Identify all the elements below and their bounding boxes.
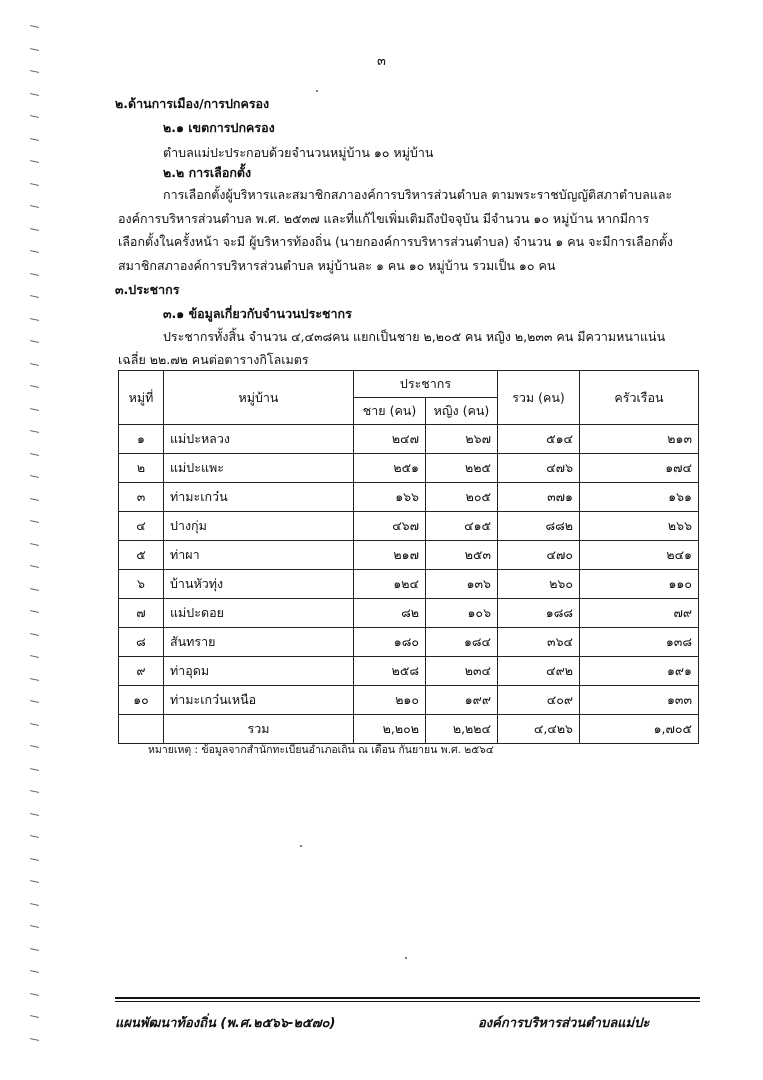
- cell-total: ๓๗๑: [498, 483, 580, 512]
- margin-tick: [30, 1038, 39, 1041]
- margin-tick: [30, 610, 39, 613]
- cell-total: ๕๑๔: [498, 425, 580, 454]
- margin-tick: [30, 453, 39, 456]
- cell-village: แม่ปะแพะ: [164, 454, 354, 483]
- margin-tick: [30, 588, 39, 591]
- section-3-1-heading: ๓.๑ ข้อมูลเกี่ยวกับจำนวนประชากร: [163, 306, 352, 321]
- margin-tick: [30, 295, 39, 298]
- header-female: หญิง (คน): [426, 398, 498, 425]
- margin-tick: [30, 138, 39, 141]
- margin-tick: [30, 813, 39, 816]
- cell-total-households: ๑,๗๐๕: [580, 715, 699, 744]
- cell-households: ๑๖๑: [580, 483, 699, 512]
- cell-moo: ๖: [119, 570, 164, 599]
- margin-tick: [30, 498, 39, 501]
- cell-moo: ๔: [119, 512, 164, 541]
- header-households: ครัวเรือน: [580, 371, 699, 425]
- table-row: [119, 657, 699, 686]
- cell-female: ๑๐๖: [426, 599, 498, 628]
- margin-tick: [30, 408, 39, 411]
- cell-moo: ๑๐: [119, 686, 164, 715]
- margin-tick: [30, 250, 39, 253]
- margin-tick: [30, 655, 39, 658]
- cell-moo: ๘: [119, 628, 164, 657]
- cell-male: ๑๖๖: [354, 483, 426, 512]
- table-row: [119, 541, 699, 570]
- cell-male: ๔๖๗: [354, 512, 426, 541]
- cell-total: ๔๗๐: [498, 541, 580, 570]
- section-2-2-line-3: เลือกตั้งในครั้งหน้า จะมี ผู้บริหารท้องถิ่น (นายกองค์การบริหารส่วนตำบล) จำนวน ๑ คน จะมีการเลือกตั้ง: [118, 234, 673, 249]
- table-row: [119, 425, 699, 454]
- scan-speck: [405, 957, 407, 959]
- cell-households: ๑๓๓: [580, 686, 699, 715]
- cell-female: ๔๑๕: [426, 512, 498, 541]
- margin-tick: [30, 858, 39, 861]
- margin-tick: [30, 565, 39, 568]
- margin-tick: [30, 768, 39, 771]
- cell-total: ๓๖๔: [498, 628, 580, 657]
- cell-total: ๔๗๖: [498, 454, 580, 483]
- header-male: ชาย (คน): [354, 398, 426, 425]
- cell-households: ๑๑๐: [580, 570, 699, 599]
- cell-households: ๗๙: [580, 599, 699, 628]
- margin-tick: [30, 700, 39, 703]
- cell-village: ท่ามะเกว๋นเหนือ: [164, 686, 354, 715]
- section-2-2-heading: ๒.๒ การเลือกตั้ง: [163, 165, 252, 180]
- margin-tick: [30, 228, 39, 231]
- margin-tick: [30, 723, 39, 726]
- table-row: [119, 599, 699, 628]
- cell-village: แม่ปะหลวง: [164, 425, 354, 454]
- footer-plan-title: แผนพัฒนาท้องถิ่น (พ.ศ.๒๕๖๖-๒๕๗๐): [115, 1016, 336, 1031]
- margin-tick: [30, 790, 39, 793]
- margin-tick: [30, 970, 39, 973]
- cell-village: ท่าผา: [164, 541, 354, 570]
- cell-total-all: ๔,๔๒๖: [498, 715, 580, 744]
- cell-total-label: รวม: [164, 715, 354, 744]
- margin-tick: [30, 475, 39, 478]
- table-note: หมายเหตุ : ข้อมูลจากสำนักทะเบียนอำเภอเถิน ณ เดือน กันยายน พ.ศ. ๒๕๖๔: [148, 744, 494, 756]
- cell-female: ๒๖๗: [426, 425, 498, 454]
- section-2-1-heading: ๒.๑ เขตการปกครอง: [163, 120, 275, 135]
- cell-total: ๘๘๒: [498, 512, 580, 541]
- margin-tick: [30, 1015, 39, 1018]
- cell-village: สันทราย: [164, 628, 354, 657]
- cell-total: ๑๘๘: [498, 599, 580, 628]
- cell-male: ๒๕๘: [354, 657, 426, 686]
- footer-rule-thick: [115, 997, 700, 999]
- scan-speck: [300, 845, 302, 847]
- cell-total: ๔๙๒: [498, 657, 580, 686]
- section-3-1-line-2: เฉลี่ย ๒๒.๗๒ คนต่อตารางกิโลเมตร: [118, 352, 309, 367]
- cell-male: ๒๕๑: [354, 454, 426, 483]
- section-2-1-text: ตำบลแม่ปะประกอบด้วยจำนวนหมู่บ้าน ๑๐ หมู่บ้าน: [163, 145, 434, 160]
- margin-tick: [30, 993, 39, 996]
- margin-tick: [30, 520, 39, 523]
- section-2-2-line-1: การเลือกตั้งผู้บริหารและสมาชิกสภาองค์การบริหารส่วนตำบล ตามพระราชบัญญัติสภาตำบลและ: [163, 187, 673, 202]
- cell-female: ๒๓๔: [426, 657, 498, 686]
- footer-rule-thin: [115, 1001, 700, 1002]
- cell-male: ๒๑๗: [354, 541, 426, 570]
- cell-households: ๑๓๘: [580, 628, 699, 657]
- cell-moo: ๕: [119, 541, 164, 570]
- cell-total-male: ๒,๒๐๒: [354, 715, 426, 744]
- population-table: [118, 370, 699, 744]
- cell-households: ๑๗๔: [580, 454, 699, 483]
- section-2-2-line-2: องค์การบริหารส่วนตำบล พ.ศ. ๒๕๓๗ และที่แก้ไขเพิ่มเติมถึงปัจจุบัน มีจำนวน ๑๐ หมู่บ้าน หากมีการ: [118, 211, 650, 226]
- margin-tick: [30, 160, 39, 163]
- table-row: [119, 512, 699, 541]
- margin-tick: [30, 363, 39, 366]
- cell-households: ๒๔๑: [580, 541, 699, 570]
- margin-tick: [30, 340, 39, 343]
- cell-male: ๑๒๔: [354, 570, 426, 599]
- cell-male: ๒๔๗: [354, 425, 426, 454]
- cell-female: ๒๒๕: [426, 454, 498, 483]
- margin-tick: [30, 543, 39, 546]
- section-3-heading: ๓.ประชากร: [115, 282, 180, 297]
- margin-tick: [30, 25, 39, 28]
- cell-female: ๒๐๕: [426, 483, 498, 512]
- header-population: ประชากร: [354, 371, 498, 398]
- header-village: หมู่บ้าน: [164, 371, 354, 425]
- scan-speck: [316, 90, 318, 92]
- cell-households: ๑๙๑: [580, 657, 699, 686]
- cell-moo: ๒: [119, 454, 164, 483]
- cell-village: แม่ปะดอย: [164, 599, 354, 628]
- cell-female: ๑๓๖: [426, 570, 498, 599]
- table-row: [119, 483, 699, 512]
- cell-moo: ๓: [119, 483, 164, 512]
- table-row: [119, 570, 699, 599]
- table-header-row: [119, 371, 699, 398]
- table-row: [119, 686, 699, 715]
- cell-village: ปางกุ่ม: [164, 512, 354, 541]
- table-row: [119, 628, 699, 657]
- margin-tick: [30, 183, 39, 186]
- section-3-1-line-1: ประชากรทั้งสิ้น จำนวน ๔,๔๓๘คน แยกเป็นชาย ๒,๒๐๕ คน หญิง ๒,๒๓๓ คน มีความหนาแน่น: [163, 329, 666, 344]
- page-number: ๓: [377, 54, 386, 69]
- header-total: รวม (คน): [498, 371, 580, 425]
- cell-total-female: ๒,๒๒๔: [426, 715, 498, 744]
- cell-households: ๒๖๖: [580, 512, 699, 541]
- footer-organization: องค์การบริหารส่วนตำบลแม่ปะ: [478, 1016, 650, 1031]
- cell-village: ท่าอุดม: [164, 657, 354, 686]
- margin-tick: [30, 385, 39, 388]
- cell-village: ท่ามะเกว๋น: [164, 483, 354, 512]
- section-2-heading: ๒.ด้านการเมือง/การปกครอง: [115, 96, 270, 111]
- cell-moo: ๑: [119, 425, 164, 454]
- margin-tick: [30, 678, 39, 681]
- margin-tick: [30, 273, 39, 276]
- margin-tick: [30, 318, 39, 321]
- cell-total: ๔๐๙: [498, 686, 580, 715]
- cell-moo: ๗: [119, 599, 164, 628]
- binding-margin-marks: [30, 20, 44, 1060]
- cell-moo: ๙: [119, 657, 164, 686]
- cell-male: ๑๘๐: [354, 628, 426, 657]
- margin-tick: [30, 430, 39, 433]
- cell-female: ๑๘๔: [426, 628, 498, 657]
- margin-tick: [30, 93, 39, 96]
- header-moo: หมู่ที่: [119, 371, 164, 425]
- cell-male: ๒๑๐: [354, 686, 426, 715]
- cell-total: ๒๖๐: [498, 570, 580, 599]
- margin-tick: [30, 745, 39, 748]
- margin-tick: [30, 633, 39, 636]
- margin-tick: [30, 115, 39, 118]
- margin-tick: [30, 925, 39, 928]
- cell-female: ๑๙๙: [426, 686, 498, 715]
- table-total-row: [119, 715, 699, 744]
- cell-male: ๘๒: [354, 599, 426, 628]
- margin-tick: [30, 903, 39, 906]
- table-row: [119, 454, 699, 483]
- cell-empty: [119, 715, 164, 744]
- section-2-2-line-4: สมาชิกสภาองค์การบริหารส่วนตำบล หมู่บ้านละ ๑ คน ๑๐ หมู่บ้าน รวมเป็น ๑๐ คน: [118, 258, 556, 273]
- margin-tick: [30, 205, 39, 208]
- margin-tick: [30, 835, 39, 838]
- cell-households: ๒๑๓: [580, 425, 699, 454]
- cell-female: ๒๕๓: [426, 541, 498, 570]
- margin-tick: [30, 880, 39, 883]
- margin-tick: [30, 948, 39, 951]
- cell-village: บ้านหัวทุ่ง: [164, 570, 354, 599]
